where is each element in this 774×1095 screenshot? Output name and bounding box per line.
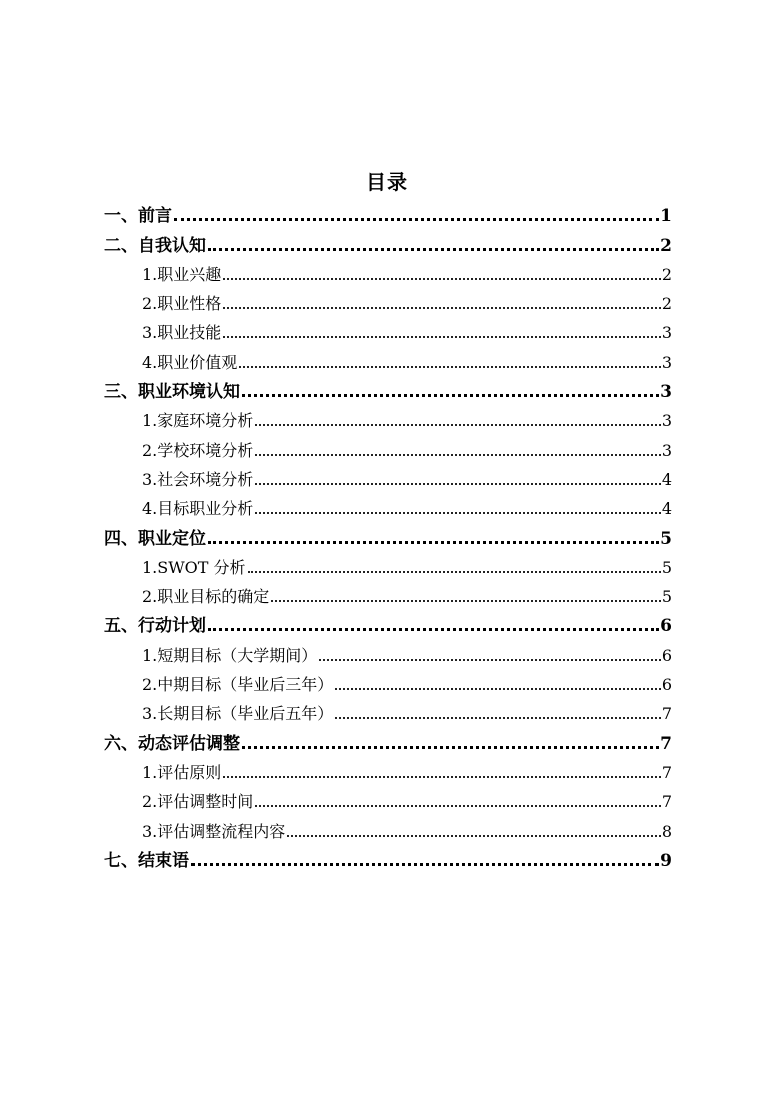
toc-entry[interactable] <box>104 344 672 373</box>
toc-entry-page: 6 <box>660 616 672 637</box>
dot-leader <box>208 541 659 544</box>
dot-leader <box>335 717 661 719</box>
toc-entry-label: 一、前言 <box>104 206 172 227</box>
toc-entry[interactable] <box>104 696 672 725</box>
toc-entry-page: 1 <box>660 206 672 227</box>
dot-leader <box>242 746 659 749</box>
toc-entry-page: 3 <box>661 440 672 460</box>
dot-leader <box>174 218 659 221</box>
toc-entry-label: 三、职业环境认知 <box>104 382 240 403</box>
toc-entry-page: 7 <box>660 733 672 754</box>
toc-entry-page: 2 <box>661 294 672 314</box>
toc-entry-page: 3 <box>660 382 672 403</box>
dot-leader <box>208 248 659 251</box>
toc-entry-page: 9 <box>660 850 672 871</box>
toc-entry-label: 四、职业定位 <box>104 528 206 549</box>
toc-entry-page: 2 <box>661 264 672 284</box>
dot-leader <box>255 805 661 807</box>
toc-entry-label: 二、自我认知 <box>104 235 206 256</box>
dot-leader <box>255 483 661 485</box>
toc-entry[interactable] <box>104 315 672 344</box>
toc-entry-page: 4 <box>661 469 672 489</box>
toc-entry-label: 1.家庭环境分析 <box>142 411 254 431</box>
toc-entry[interactable] <box>104 755 672 784</box>
toc-entry-label: 3.社会环境分析 <box>142 469 254 489</box>
toc-entry-page: 5 <box>661 557 672 577</box>
toc-entry-label: 2.评估调整时间 <box>142 792 254 812</box>
dot-leader <box>208 628 659 631</box>
toc-entry-page: 7 <box>661 762 672 782</box>
toc-entry-page: 2 <box>660 235 672 256</box>
toc-entry-label: 1.SWOT 分析 <box>142 557 246 577</box>
toc-entry-label: 1.职业兴趣 <box>142 264 222 284</box>
toc-title: 目录 <box>366 170 408 194</box>
toc-entry-label: 3.职业技能 <box>142 323 222 343</box>
toc-entry[interactable] <box>104 813 672 842</box>
toc-entry[interactable] <box>104 491 672 520</box>
dot-leader <box>248 571 661 573</box>
toc-entry-label: 2.学校环境分析 <box>142 440 254 460</box>
toc-entry-label: 七、结束语 <box>104 850 189 871</box>
dot-leader <box>319 659 661 661</box>
dot-leader <box>223 307 661 309</box>
dot-leader <box>255 454 661 456</box>
toc-entry-page: 7 <box>661 704 672 724</box>
toc-entry-label: 2.职业性格 <box>142 294 222 314</box>
toc-entry-page: 6 <box>661 645 672 665</box>
toc-entry[interactable] <box>104 198 672 227</box>
toc-entry[interactable] <box>104 784 672 813</box>
toc-entry[interactable] <box>104 550 672 579</box>
toc-entry-label: 五、行动计划 <box>104 616 206 637</box>
toc-entry-page: 6 <box>661 675 672 695</box>
dot-leader <box>287 835 661 837</box>
dot-leader <box>223 278 661 280</box>
toc-entry[interactable] <box>104 608 672 637</box>
toc-entry-label: 1.短期目标（大学期间） <box>142 645 318 665</box>
dot-leader <box>223 336 661 338</box>
toc-entry-label: 2.中期目标（毕业后三年） <box>142 675 334 695</box>
toc-entry[interactable] <box>104 462 672 491</box>
toc-entry[interactable] <box>104 667 672 696</box>
toc-entry-label: 4.目标职业分析 <box>142 499 254 519</box>
toc-entry-label: 3.长期目标（毕业后五年） <box>142 704 334 724</box>
toc-entry-label: 六、动态评估调整 <box>104 733 240 754</box>
dot-leader <box>223 776 661 778</box>
toc-entry-label: 4.职业价值观 <box>142 352 238 372</box>
toc-entry-page: 5 <box>661 587 672 607</box>
dot-leader <box>271 600 661 602</box>
toc-entry[interactable] <box>104 579 672 608</box>
toc-entry-page: 5 <box>660 528 672 549</box>
dot-leader <box>242 394 659 397</box>
toc-entry[interactable] <box>104 432 672 461</box>
toc-entry[interactable] <box>104 286 672 315</box>
toc-entry-page: 3 <box>661 352 672 372</box>
toc-entry[interactable] <box>104 520 672 549</box>
dot-leader <box>191 863 659 866</box>
toc-entry-page: 3 <box>661 411 672 431</box>
toc-entry[interactable] <box>104 257 672 286</box>
dot-leader <box>255 424 661 426</box>
toc-entry[interactable] <box>104 725 672 754</box>
toc-entry[interactable] <box>104 637 672 666</box>
toc-entry[interactable] <box>104 374 672 403</box>
toc-entry-label: 1.评估原则 <box>142 762 222 782</box>
toc-list <box>104 198 672 872</box>
toc-entry-page: 8 <box>661 821 672 841</box>
dot-leader <box>255 512 661 514</box>
toc-entry[interactable] <box>104 227 672 256</box>
dot-leader <box>239 366 661 368</box>
toc-entry-page: 7 <box>661 792 672 812</box>
toc-entry-label: 3.评估调整流程内容 <box>142 821 286 841</box>
dot-leader <box>335 688 661 690</box>
toc-entry-page: 3 <box>661 323 672 343</box>
toc-entry-page: 4 <box>661 499 672 519</box>
toc-entry-label: 2.职业目标的确定 <box>142 587 270 607</box>
toc-entry[interactable] <box>104 403 672 432</box>
toc-entry[interactable] <box>104 843 672 872</box>
